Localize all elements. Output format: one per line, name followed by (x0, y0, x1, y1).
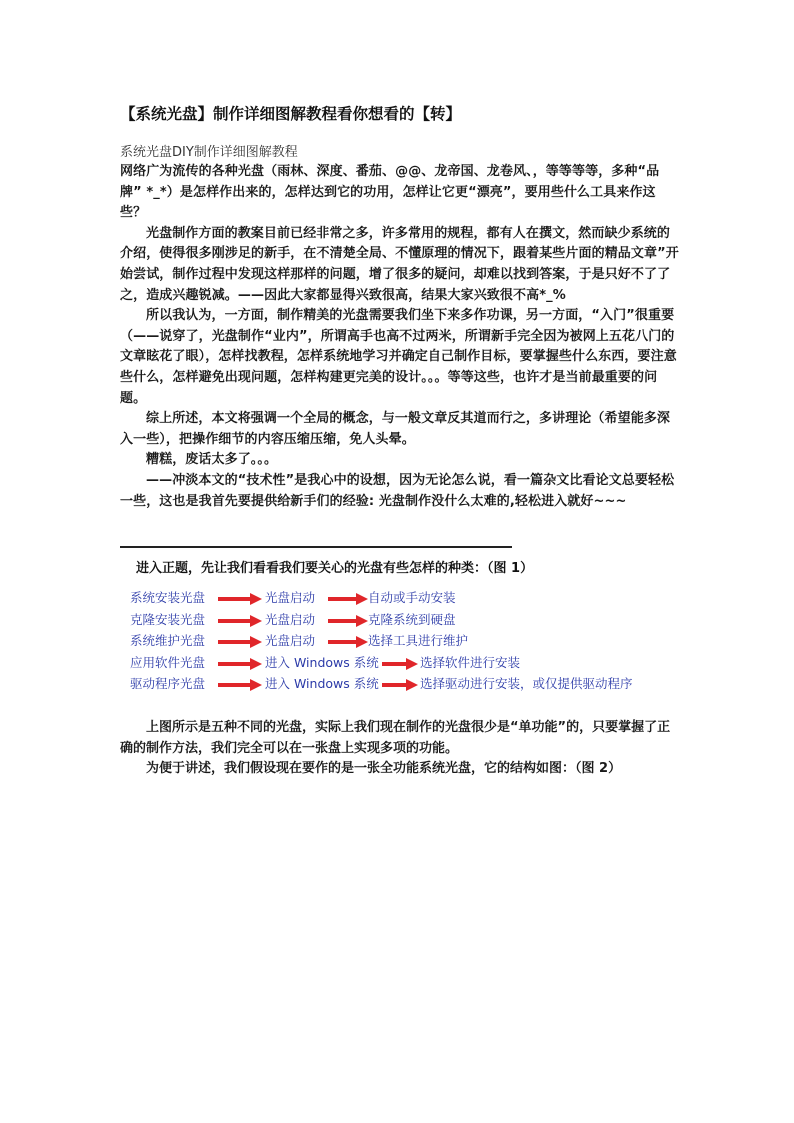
figure1-row (130, 674, 690, 696)
paragraph: 综上所述，本文将强调一个全局的概念，与一般文章反其道而行之，多讲理论（希望能多深入一些），把操作细节的内容压缩压缩，免人头晕。 (120, 411, 671, 447)
disc-type-label: 克隆安装光盘 (130, 611, 206, 627)
boot-method-label: 进入 Windows 系统 (265, 676, 379, 691)
paragraph: 上图所示是五种不同的光盘，实际上我们现在制作的光盘很少是“单功能”的，只要掌握了正确的制作方法，我们完全可以在一张盘上实现多项的功能。 (120, 720, 671, 756)
disc-type-label: 驱动程序光盘 (130, 676, 206, 691)
result-label: 自动或手动安装 (368, 590, 456, 605)
disc-type-label: 系统安装光盘 (130, 590, 206, 605)
arrow-right-icon (382, 658, 418, 670)
result-label: 选择软件进行安装 (420, 654, 521, 670)
arrow-right-icon (328, 636, 368, 648)
paragraph: 网络广为流传的各种光盘（雨林、深度、番茄、@@、龙帝国、龙卷风、，等等等等，多种“品牌” *_*）是怎样作出来的，怎样达到它的功用，怎样让它更“漂亮”，要用些什么工具来作这些？ (120, 164, 660, 221)
document-title: 【系统光盘】制作详细图解教程看你想看的【转】 (120, 105, 462, 123)
document-subtitle: 系统光盘DIY制作详细图解教程 (120, 145, 298, 160)
boot-method-label: 光盘启动 (265, 611, 316, 627)
paragraph: 所以我认为，一方面，制作精美的光盘需要我们坐下来多作功课，另一方面，“入门”很重要（——说穿了，光盘制作“业内”，所谓高手也高不过两米，所谓新手完全因为被网上五花八门的文章眩花了眼），怎样找教程，怎样系统地学习并确定自己制作目标，要掌握些什么东西，要注意些什么，怎样避免出现问题，怎样构建更完美的设计。。。等等这些，也许才是当前最重要的问题。 (120, 308, 677, 406)
intro-body (120, 162, 680, 512)
boot-method-label: 光盘启动 (265, 590, 316, 605)
arrow-right-icon (328, 593, 368, 605)
arrow-right-icon (218, 679, 262, 691)
figure1-row (130, 610, 690, 632)
arrow-right-icon (218, 658, 262, 670)
figure1-disc-types (130, 588, 690, 696)
figure1-row (130, 653, 690, 675)
paragraph: 光盘制作方面的教案目前已经非常之多，许多常用的规程，都有人在撰文，然而缺少系统的介绍，使得很多刚涉足的新手，在不清楚全局、不懂原理的情况下，跟着某些片面的精品文章”开始尝试，制作过程中发现这样那样的问题，增了很多的疑问，却难以找到答案，于是只好不了了之，造成兴趣锐减。——因此大家都显得兴致很高，结果大家兴致很不高*_% (120, 225, 679, 303)
result-label: 选择工具进行维护 (368, 633, 469, 648)
arrow-right-icon (218, 593, 262, 605)
figure1-caption: 进入正题，先让我们看看我们要关心的光盘有些怎样的种类：（图 1） (136, 561, 534, 576)
figure1-row (130, 588, 690, 610)
disc-type-label: 应用软件光盘 (130, 654, 206, 670)
divider-line (120, 546, 512, 548)
result-label: 选择驱动进行安装，或仅提供驱动程序 (420, 676, 633, 691)
arrow-right-icon (218, 636, 262, 648)
paragraph: 为便于讲述，我们假设现在要作的是一张全功能系统光盘，它的结构如图：（图 2） (146, 761, 622, 777)
paragraph: 糟糕，废话太多了。。。 (146, 452, 278, 468)
boot-method-label: 光盘启动 (265, 633, 316, 648)
arrow-right-icon (382, 679, 418, 691)
boot-method-label: 进入 Windows 系统 (265, 654, 379, 670)
arrow-right-icon (328, 615, 368, 627)
figure1-row (130, 631, 690, 653)
paragraph: ——冲淡本文的“技术性”是我心中的设想，因为无论怎么说，看一篇杂文比看论文总要轻松一些，这也是我首先要提供给新手们的经验: 光盘制作没什么太难的,轻松进入就好~~~ (120, 472, 675, 509)
followup-body (120, 718, 680, 780)
arrow-right-icon (218, 615, 262, 627)
disc-type-label: 系统维护光盘 (130, 633, 206, 648)
result-label: 克隆系统到硬盘 (368, 611, 456, 627)
